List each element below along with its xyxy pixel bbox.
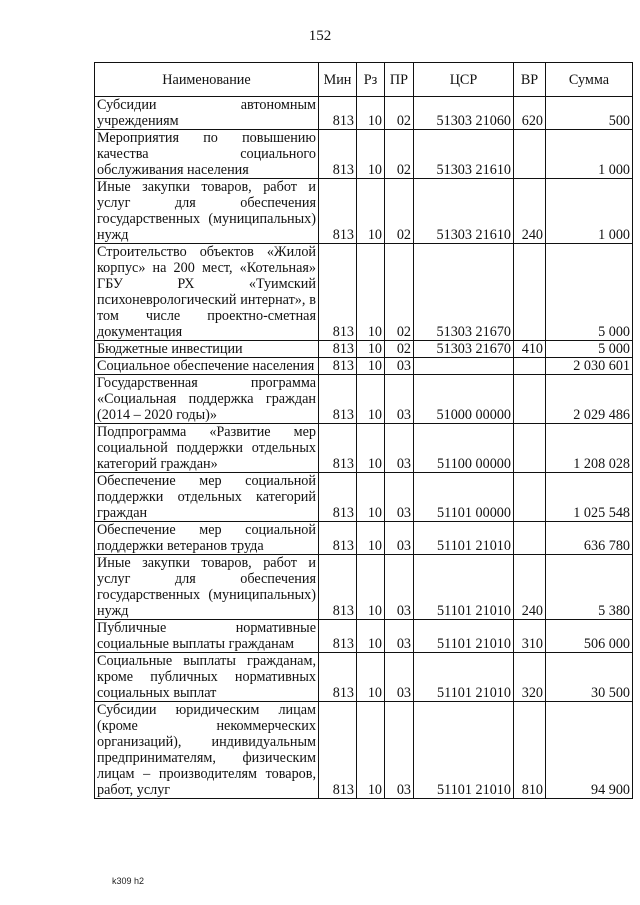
table-row [95,653,633,702]
cell-pr: 03 [385,358,414,375]
cell-vr: 620 [514,97,546,130]
table-row [95,341,633,358]
cell-csr: 51303 21060 [414,97,514,130]
cell-rz: 10 [357,653,385,702]
cell-rz: 10 [357,244,385,341]
table-row [95,97,633,130]
cell-csr: 51101 21010 [414,620,514,653]
cell-sum: 636 780 [546,522,633,555]
cell-sum: 5 380 [546,555,633,620]
cell-min: 813 [319,375,357,424]
cell-sum: 1 000 [546,130,633,179]
page-number: 152 [308,28,332,44]
cell-name: Социальное обеспечение населения [95,358,319,375]
table-row [95,555,633,620]
cell-sum: 500 [546,97,633,130]
cell-csr: 51101 21010 [414,555,514,620]
table-row [95,522,633,555]
cell-pr: 03 [385,473,414,522]
cell-vr: 320 [514,653,546,702]
table-row [95,375,633,424]
cell-vr [514,473,546,522]
cell-vr: 310 [514,620,546,653]
cell-vr [514,424,546,473]
cell-pr: 02 [385,130,414,179]
cell-name: Социальные выплаты гражданам, кроме публичных нормативных социальных выплат [95,653,319,702]
cell-name: Субсидии автономным учреждениям [95,97,319,130]
cell-min: 813 [319,341,357,358]
table-row [95,620,633,653]
cell-vr: 410 [514,341,546,358]
cell-pr: 03 [385,555,414,620]
cell-sum: 1 025 548 [546,473,633,522]
cell-name: Обеспечение мер социальной поддержки отдельных категорий граждан [95,473,319,522]
table-row [95,424,633,473]
cell-name: Государственная программа «Социальная поддержка граждан (2014 – 2020 годы)» [95,375,319,424]
cell-min: 813 [319,179,357,244]
cell-rz: 10 [357,620,385,653]
cell-min: 813 [319,555,357,620]
cell-csr: 51303 21610 [414,179,514,244]
cell-name: Строительство объектов «Жилой корпус» на 200 мест, «Котельная» ГБУ РХ «Туимский психоневрологический интернат», в том числе проектно-сметная документация [95,244,319,341]
cell-pr: 03 [385,702,414,799]
cell-min: 813 [319,358,357,375]
cell-min: 813 [319,244,357,341]
cell-rz: 10 [357,130,385,179]
cell-pr: 03 [385,620,414,653]
cell-vr [514,358,546,375]
cell-pr: 03 [385,424,414,473]
header-vr: ВР [514,63,546,97]
cell-min: 813 [319,702,357,799]
cell-rz: 10 [357,555,385,620]
header-csr: ЦСР [414,63,514,97]
table-row [95,130,633,179]
cell-sum: 30 500 [546,653,633,702]
table-row [95,179,633,244]
table-row [95,473,633,522]
table-row [95,358,633,375]
footer-code: k309 h2 [112,876,145,886]
cell-sum: 2 029 486 [546,375,633,424]
cell-rz: 10 [357,702,385,799]
cell-rz: 10 [357,358,385,375]
cell-csr: 51303 21610 [414,130,514,179]
cell-rz: 10 [357,97,385,130]
cell-pr: 02 [385,244,414,341]
cell-name: Бюджетные инвестиции [95,341,319,358]
cell-name: Обеспечение мер социальной поддержки ветеранов труда [95,522,319,555]
header-min: Мин [319,63,357,97]
cell-pr: 02 [385,179,414,244]
cell-rz: 10 [357,375,385,424]
cell-min: 813 [319,620,357,653]
cell-csr: 51303 21670 [414,244,514,341]
cell-name: Публичные нормативные социальные выплаты гражданам [95,620,319,653]
cell-csr: 51101 21010 [414,702,514,799]
cell-rz: 10 [357,424,385,473]
cell-name: Мероприятия по повышению качества социального обслуживания населения [95,130,319,179]
cell-vr: 240 [514,179,546,244]
cell-sum: 1 000 [546,179,633,244]
cell-sum: 5 000 [546,341,633,358]
cell-csr: 51101 21010 [414,522,514,555]
cell-rz: 10 [357,341,385,358]
cell-pr: 03 [385,653,414,702]
cell-sum: 506 000 [546,620,633,653]
cell-min: 813 [319,473,357,522]
cell-sum: 5 000 [546,244,633,341]
cell-vr [514,522,546,555]
cell-rz: 10 [357,522,385,555]
cell-csr [414,358,514,375]
table-header-row [95,63,633,97]
header-name: Наименование [95,63,319,97]
cell-vr [514,375,546,424]
cell-rz: 10 [357,179,385,244]
cell-sum: 1 208 028 [546,424,633,473]
header-pr: ПР [385,63,414,97]
cell-min: 813 [319,653,357,702]
cell-name: Подпрограмма «Развитие мер социальной поддержки отдельных категорий граждан» [95,424,319,473]
cell-vr: 810 [514,702,546,799]
cell-name: Иные закупки товаров, работ и услуг для обеспечения государственных (муниципальных) нужд [95,555,319,620]
cell-csr: 51101 21010 [414,653,514,702]
cell-vr: 240 [514,555,546,620]
cell-sum: 94 900 [546,702,633,799]
cell-pr: 02 [385,341,414,358]
cell-csr: 51303 21670 [414,341,514,358]
cell-pr: 02 [385,97,414,130]
budget-table [94,62,633,799]
cell-pr: 03 [385,522,414,555]
table-row [95,244,633,341]
table-row [95,702,633,799]
cell-name: Субсидии юридическим лицам (кроме некоммерческих организаций), индивидуальным предпринимателям, физическим лицам – производителям товаров, работ, услуг [95,702,319,799]
cell-min: 813 [319,424,357,473]
header-sum: Сумма [546,63,633,97]
cell-vr [514,244,546,341]
cell-name: Иные закупки товаров, работ и услуг для обеспечения государственных (муниципальных) нужд [95,179,319,244]
cell-vr [514,130,546,179]
cell-csr: 51101 00000 [414,473,514,522]
cell-min: 813 [319,97,357,130]
cell-csr: 51000 00000 [414,375,514,424]
header-rz: Рз [357,63,385,97]
cell-pr: 03 [385,375,414,424]
cell-min: 813 [319,130,357,179]
table-body [95,97,633,799]
cell-csr: 51100 00000 [414,424,514,473]
cell-min: 813 [319,522,357,555]
cell-rz: 10 [357,473,385,522]
cell-sum: 2 030 601 [546,358,633,375]
